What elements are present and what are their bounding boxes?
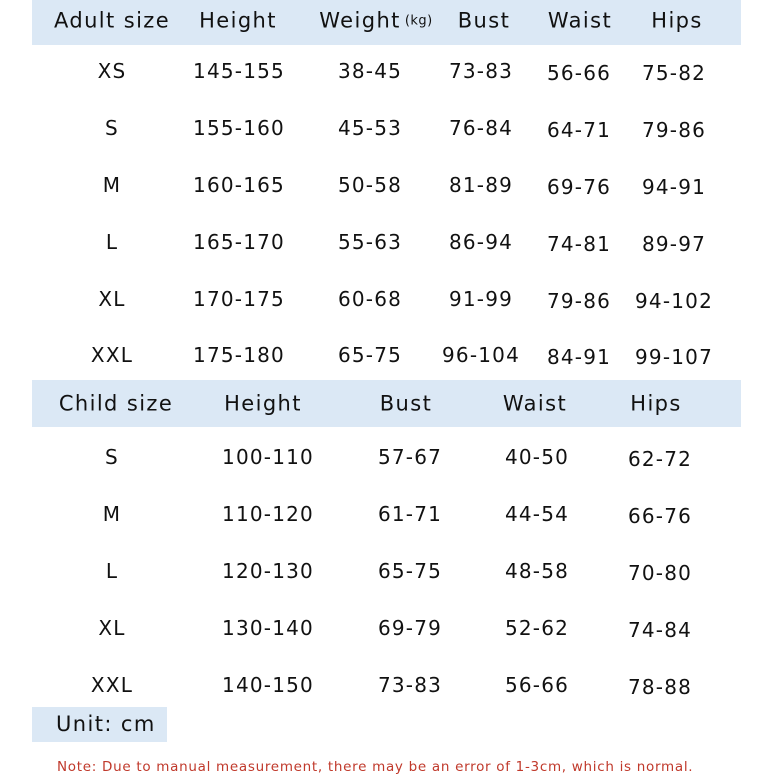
adult-hips: 89-97 <box>641 232 707 256</box>
measurement-note: Note: Due to manual measurement, there may be an error of 1-3cm, which is normal. <box>57 759 694 775</box>
adult-weight: 50-58 <box>337 173 403 197</box>
adult-hips: 75-82 <box>641 61 707 85</box>
child-height: 110-120 <box>222 502 314 526</box>
adult-bust: 73-83 <box>448 59 514 83</box>
adult-height: 165-170 <box>193 230 285 254</box>
adult-size: XS <box>97 59 127 83</box>
child-bust: 65-75 <box>377 559 443 583</box>
child-hips: 66-76 <box>627 504 693 528</box>
adult-height: 175-180 <box>193 343 285 367</box>
child-header-waist: Waist <box>502 391 568 416</box>
adult-bust: 96-104 <box>441 343 521 367</box>
child-bust: 57-67 <box>377 445 443 469</box>
adult-waist: 69-76 <box>546 175 612 199</box>
adult-weight: 45-53 <box>337 116 403 140</box>
adult-size: L <box>105 230 119 254</box>
child-header-bust: Bust <box>379 391 433 416</box>
child-header-size: Child size <box>58 391 174 416</box>
adult-height: 160-165 <box>193 173 285 197</box>
adult-size: XXL <box>90 343 134 367</box>
child-bust: 73-83 <box>377 673 443 697</box>
adult-hips: 94-91 <box>641 175 707 199</box>
child-waist: 48-58 <box>504 559 570 583</box>
adult-weight: 60-68 <box>337 287 403 311</box>
child-size: L <box>105 559 119 583</box>
child-hips: 62-72 <box>627 447 693 471</box>
adult-bust: 86-94 <box>448 230 514 254</box>
adult-header-weight: Weight <box>319 8 401 33</box>
adult-waist: 56-66 <box>546 61 612 85</box>
child-height: 120-130 <box>222 559 314 583</box>
child-size: M <box>102 502 122 526</box>
adult-height: 170-175 <box>193 287 285 311</box>
adult-size: XL <box>98 287 126 311</box>
child-waist: 56-66 <box>504 673 570 697</box>
adult-hips: 79-86 <box>641 118 707 142</box>
adult-header-waist: Waist <box>547 8 613 33</box>
child-height: 130-140 <box>222 616 314 640</box>
adult-weight: 65-75 <box>337 343 403 367</box>
adult-header-hips: Hips <box>651 8 703 33</box>
adult-height: 145-155 <box>193 59 285 83</box>
child-hips: 70-80 <box>627 561 693 585</box>
adult-header-weight-cell <box>319 8 433 33</box>
child-size: S <box>105 445 119 469</box>
child-bust: 61-71 <box>377 502 443 526</box>
adult-weight: 38-45 <box>337 59 403 83</box>
child-header-hips: Hips <box>630 391 682 416</box>
adult-size: S <box>105 116 119 140</box>
child-hips: 78-88 <box>627 675 693 699</box>
adult-header-height: Height <box>199 8 277 33</box>
adult-header-size: Adult size <box>53 8 171 33</box>
child-waist: 52-62 <box>504 616 570 640</box>
child-size: XXL <box>90 673 134 697</box>
adult-waist: 84-91 <box>546 345 612 369</box>
adult-waist: 79-86 <box>546 289 612 313</box>
adult-bust: 81-89 <box>448 173 514 197</box>
adult-waist: 64-71 <box>546 118 612 142</box>
adult-bust: 76-84 <box>448 116 514 140</box>
adult-height: 155-160 <box>193 116 285 140</box>
adult-header-weight-unit: (kg) <box>404 13 433 29</box>
child-waist: 44-54 <box>504 502 570 526</box>
adult-header-bust: Bust <box>457 8 511 33</box>
adult-hips: 99-107 <box>634 345 714 369</box>
adult-hips: 94-102 <box>634 289 714 313</box>
adult-bust: 91-99 <box>448 287 514 311</box>
child-bust: 69-79 <box>377 616 443 640</box>
child-size: XL <box>98 616 126 640</box>
adult-waist: 74-81 <box>546 232 612 256</box>
adult-weight: 55-63 <box>337 230 403 254</box>
child-height: 100-110 <box>222 445 314 469</box>
child-hips: 74-84 <box>627 618 693 642</box>
child-header-height: Height <box>224 391 302 416</box>
child-waist: 40-50 <box>504 445 570 469</box>
child-height: 140-150 <box>222 673 314 697</box>
unit-label: Unit: cm <box>56 712 156 736</box>
adult-size: M <box>102 173 122 197</box>
